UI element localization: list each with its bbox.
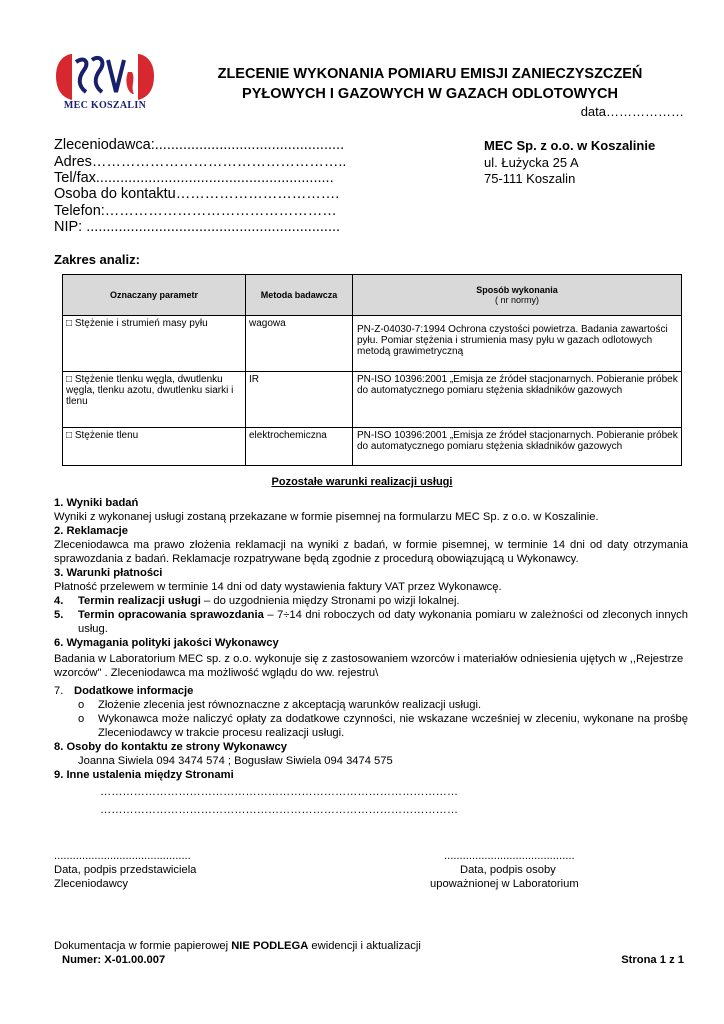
section-8-title: 8. Osoby do kontaktu ze strony Wykonawcy bbox=[54, 741, 287, 753]
document-title-line2: PYŁOWYCH I GAZOWYCH W GAZACH ODLOTOWYCH bbox=[242, 86, 618, 102]
lab-signature-label-1: Data, podpis osoby bbox=[460, 864, 556, 876]
table-row bbox=[63, 372, 682, 428]
header-param: Oznaczany parametr bbox=[63, 275, 246, 316]
section-4-text: – do uzgodnienia między Stronami po wizji lokalnej. bbox=[200, 595, 460, 607]
row-param-checkbox[interactable]: □ Stężenie i strumień masy pyłu bbox=[63, 316, 246, 372]
lab-signature-line[interactable]: .......................................... bbox=[444, 850, 575, 862]
section-5-text: – 7÷14 dni roboczych od daty wykonania pomiaru w zależności od zleconych innych usług. bbox=[78, 609, 688, 635]
section-7-num: 7. bbox=[54, 685, 64, 697]
client-phone-field[interactable]: Telefon:………………………………………… bbox=[54, 203, 337, 219]
table-header-row bbox=[63, 275, 682, 316]
client-telfax-field[interactable]: Tel/fax........................................................... bbox=[54, 170, 334, 186]
section-8-text: Joanna Siwiela 094 3474 574 ; Bogusław Siwiela 094 3474 575 bbox=[78, 755, 393, 767]
documentation-note bbox=[54, 940, 421, 952]
conditions-title: Pozostałe warunki realizacji usługi bbox=[271, 476, 453, 488]
section-4 bbox=[78, 594, 688, 608]
client-signature-line[interactable]: ............................................ bbox=[54, 850, 191, 862]
section-5 bbox=[78, 608, 688, 636]
section-3-text: Płatność przelewem w terminie 14 dni od daty wystawienia faktury VAT przez Wykonawcę. bbox=[54, 581, 502, 593]
section-1-text: Wyniki z wykonanej usługi zostaną przekazane w formie pisemnej na formularzu MEC Sp. z o.o. w Koszalinie. bbox=[54, 511, 599, 523]
section-7-title: Dodatkowe informacje bbox=[74, 685, 194, 697]
row-method: IR bbox=[246, 372, 353, 428]
section-6-text: Badania w Laboratorium MEC sp. z o.o. wykonuje się z zastosowaniem wzorców i materiałów odniesienia ujętych w ,,Rejestrze wzorców" . Zleceniodawca ma możliwość wglądu do ww. rejestru\ bbox=[54, 653, 684, 679]
client-name-field[interactable]: Zleceniodawca:............................................... bbox=[54, 137, 345, 153]
bullet-icon: o bbox=[78, 699, 85, 711]
company-street: ul. Łużycka 25 A bbox=[484, 155, 579, 170]
header-procedure-sub: ( nr normy) bbox=[494, 295, 539, 305]
lab-signature-label-2: upoważnionej w Laboratorium bbox=[430, 878, 579, 890]
section-9-line-2[interactable]: …………………………………………………………………………………… bbox=[100, 804, 458, 816]
page-number: Strona 1 z 1 bbox=[621, 954, 684, 966]
header-procedure bbox=[353, 275, 682, 316]
header-procedure-label: Sposób wykonania bbox=[476, 285, 558, 295]
row-method: wagowa bbox=[246, 316, 353, 372]
section-9-line-1[interactable]: …………………………………………………………………………………… bbox=[100, 786, 458, 798]
section-5-title: Termin opracowania sprawozdania bbox=[78, 609, 264, 621]
section-2-title: 2. Reklamacje bbox=[54, 525, 129, 537]
analysis-table bbox=[62, 274, 682, 466]
row-procedure: PN-ISO 10396:2001 „Emisja ze źródeł stacjonarnych. Pobieranie próbek do automatycznego pomiaru stężenia składników gazowych bbox=[353, 428, 682, 466]
client-nip-field[interactable]: NIP: ............................................................... bbox=[54, 219, 341, 235]
row-procedure: PN-ISO 10396:2001 „Emisja ze źródeł stacjonarnych. Pobieranie próbek do automatycznego pomiaru stężenia składników gazowych bbox=[353, 372, 682, 428]
section-7-item-2: Wykonawca może naliczyć opłaty za dodatkowe czynności, nie wskazane wcześniej w zleceniu, wykonane na prośbę Zleceniodawcy w trakcie procesu realizacji usługi. bbox=[98, 713, 688, 739]
section-1-title: 1. Wyniki badań bbox=[54, 497, 139, 509]
doc-note-pre: Dokumentacja w formie papierowej bbox=[54, 940, 232, 952]
row-param-checkbox[interactable]: □ Stężenie tlenu bbox=[63, 428, 246, 466]
contact-person-field[interactable]: Osoba do kontaktu……………………………. bbox=[54, 186, 340, 202]
client-signature-label-1: Data, podpis przedstawiciela bbox=[54, 864, 197, 876]
section-4-title: Termin realizacji usługi bbox=[78, 595, 201, 607]
document-number: Numer: X-01.00.007 bbox=[62, 954, 166, 966]
row-method: elektrochemiczna bbox=[246, 428, 353, 466]
document-title-line1: ZLECENIE WYKONANIA POMIARU EMISJI ZANIECZYSZCZEŃ bbox=[217, 66, 643, 82]
date-field[interactable]: data……………… bbox=[580, 104, 684, 119]
doc-note-bold: NIE PODLEGA bbox=[231, 940, 309, 952]
company-city: 75-111 Koszalin bbox=[484, 171, 576, 186]
section-5-num: 5. bbox=[54, 609, 64, 621]
bullet-icon: o bbox=[78, 713, 85, 725]
logo-text: MEC KOSZALIN bbox=[63, 100, 147, 111]
client-signature-label-2: Zleceniodawcy bbox=[54, 878, 128, 890]
row-param-checkbox[interactable]: □ Stężenie tlenku węgla, dwutlenku węgla, tlenku azotu, dwutlenku siarki i tlenu bbox=[63, 372, 246, 428]
company-name: MEC Sp. z o.o. w Koszalinie bbox=[484, 138, 656, 153]
analysis-title: Zakres analiz: bbox=[54, 252, 140, 267]
table-row bbox=[63, 316, 682, 372]
section-9-title: 9. Inne ustalenia między Stronami bbox=[54, 769, 234, 781]
section-6-title: 6. Wymagania polityki jakości Wykonawcy bbox=[54, 637, 279, 649]
table-row bbox=[63, 428, 682, 466]
section-3-title: 3. Warunki płatności bbox=[54, 567, 163, 579]
header-method: Metoda badawcza bbox=[246, 275, 353, 316]
client-address-field[interactable]: Adres…………………………………………….. bbox=[54, 154, 347, 170]
section-7-item-1: Złożenie zlecenia jest równoznaczne z akceptacją warunków realizacji usługi. bbox=[98, 699, 482, 711]
doc-note-post: ewidencji i aktualizacji bbox=[308, 940, 421, 952]
section-2-text: Zleceniodawca ma prawo złożenia reklamacji na wyniki z badań, w formie pisemnej, w terminie 14 dni od daty otrzymania sprawozdania z badań. Reklamacje rozpatrywane będą zgodnie z procedurą obowiązującą u Wykonawcy. bbox=[54, 539, 688, 565]
row-procedure: PN-Z-04030-7:1994 Ochrona czystości powietrza. Badania zawartości pyłu. Pomiar stężenia i strumienia masy pyłu w gazach odlotowych metodą grawimetryczną bbox=[353, 316, 682, 372]
section-4-num: 4. bbox=[54, 595, 64, 607]
